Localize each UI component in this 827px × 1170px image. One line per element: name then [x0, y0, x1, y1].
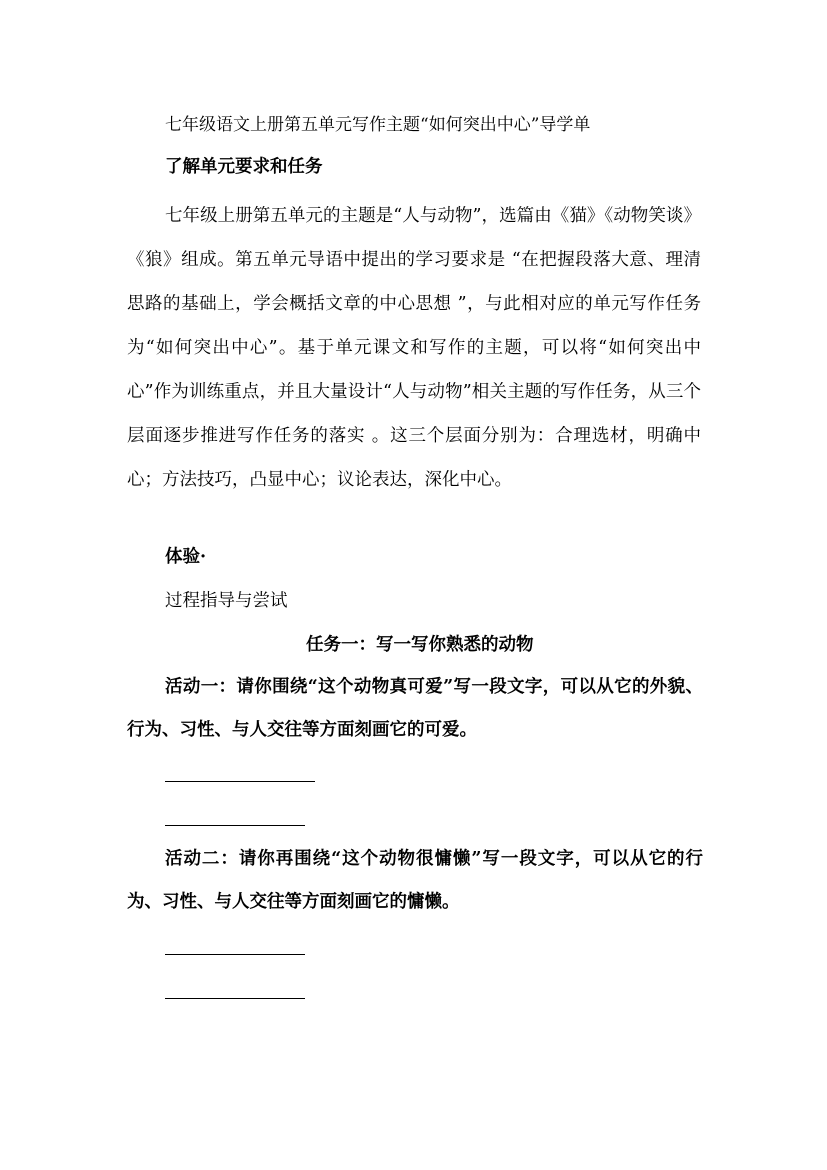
answer-blank-line[interactable] [165, 954, 305, 955]
activity-one-prompt: 活动一：请你围绕“这个动物真可爱”写一段文字，可以从它的外貌、行为、习性、与人交往等方面刻画它的可爱。 [127, 677, 703, 740]
section-heading-experience: 体验· [165, 547, 207, 567]
document-title: 七年级语文上册第五单元写作主题“如何突出中心”导学单 [165, 115, 591, 135]
unit-requirements-paragraph: 七年级上册第五单元的主题是“人与动物”，选篇由《猫》《动物笑谈》《狼》组成。第五单元导语中提出的学习要求是 “在把握段落大意、理清思路的基础上，学会概括文章的中心思想 ”，与此相对应的单元写作任务为“如何突出中心”。基于单元课文和写作的主题，可以将“如何突出中心”作为训练重点，并且大量设计“人与动物”相关主题的写作任务，从三个层面逐步推进写作任务的落实 。这三个层面分别为：合理选材，明确中心；方法技巧，凸显中心；议论表达，深化中心。 [127, 206, 701, 490]
answer-blank-line[interactable] [165, 998, 305, 999]
section-heading-process-guidance: 过程指导与尝试 [165, 591, 288, 611]
section-heading-unit-requirements: 了解单元要求和任务 [165, 157, 323, 177]
answer-blank-line[interactable] [165, 781, 315, 782]
task-one-title: 任务一：写一写你熟悉的动物 [306, 635, 534, 655]
activity-two-prompt: 活动二：请你再围绕“这个动物很慵懒”写一段文字，可以从它的行为、习性、与人交往等方面刻画它的慵懒。 [127, 849, 703, 912]
answer-blank-line[interactable] [165, 825, 305, 826]
